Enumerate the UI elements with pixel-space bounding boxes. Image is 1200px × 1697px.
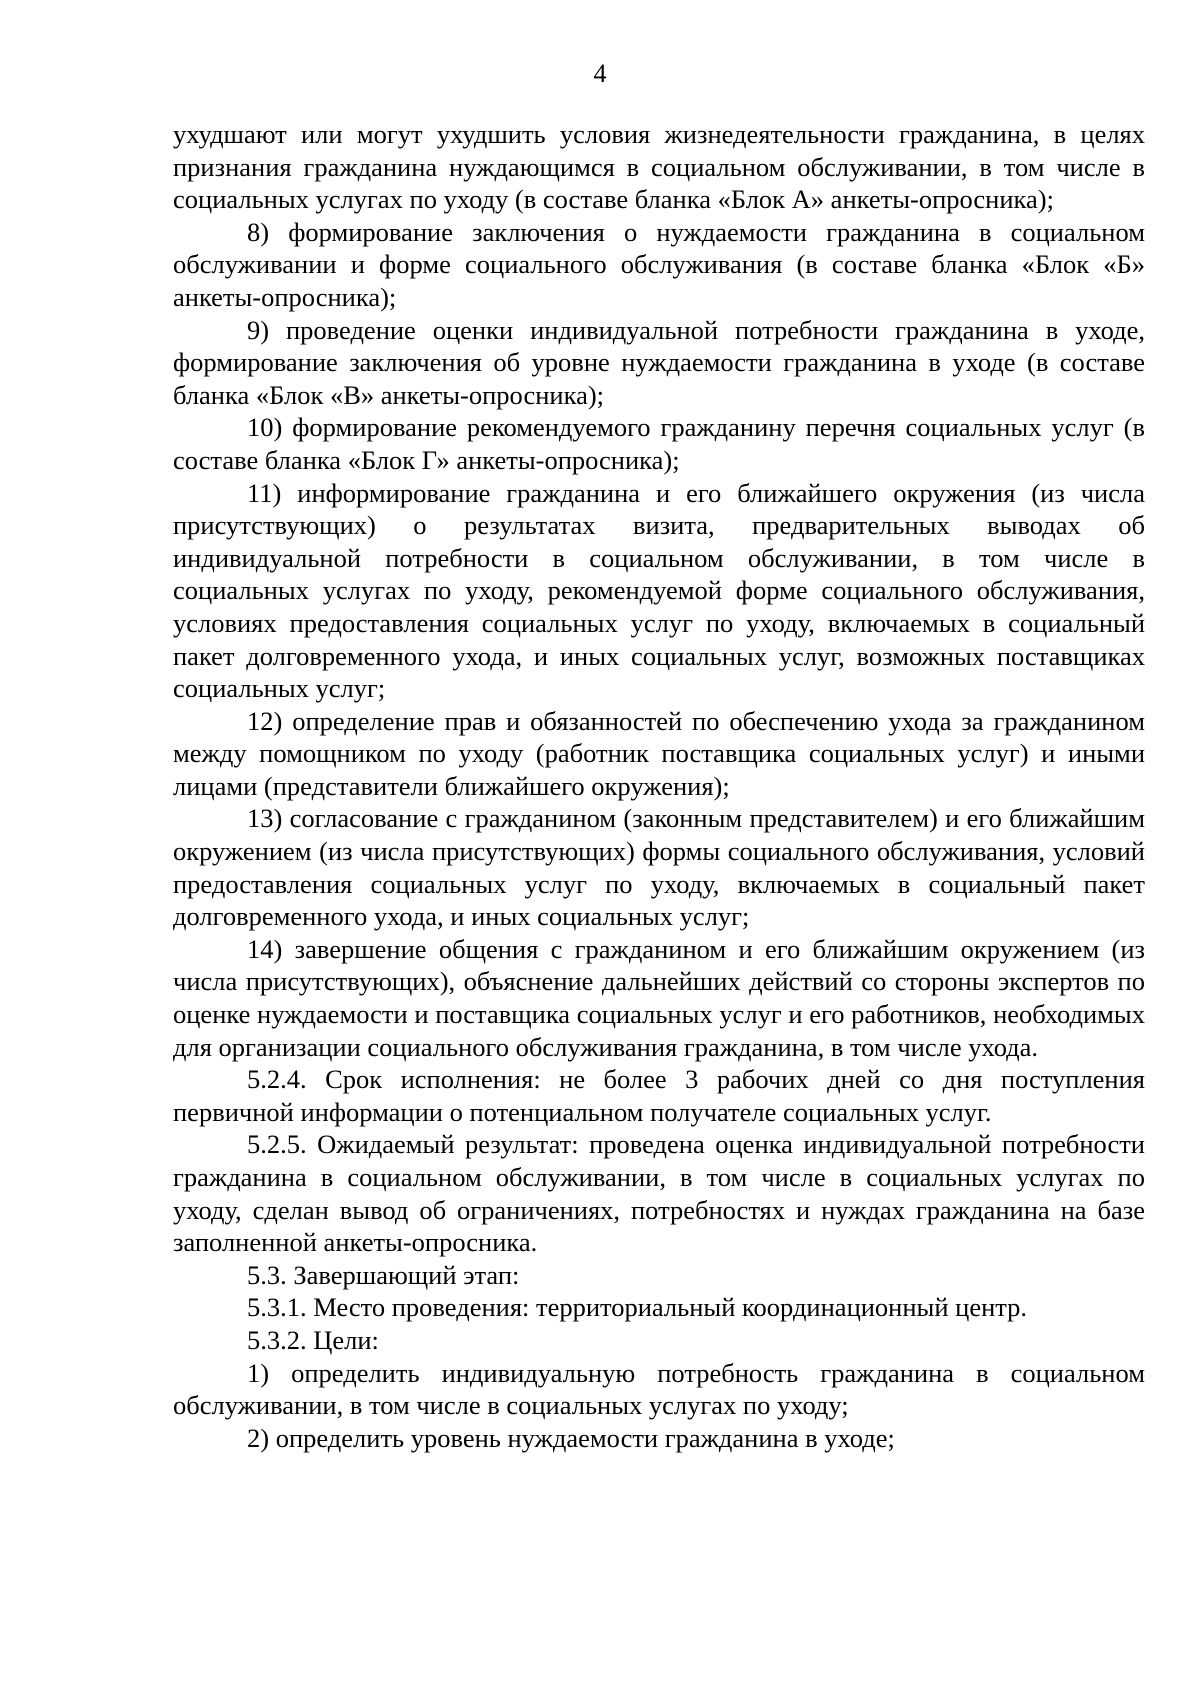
section-5-2-4: 5.2.4. Срок исполнения: не более 3 рабочих дней со дня поступления первичной информации о потенциальном получателе социальных услуг.	[173, 1064, 1145, 1127]
section-5-2-5: 5.2.5. Ожидаемый результат: проведена оценка индивидуальной потребности гражданина в социальном обслуживании, в том числе в социальных услугах по уходу, сделан вывод об ограничениях, потребностях и нуждах гражданина на базе заполненной анкеты-опросника.	[173, 1129, 1145, 1258]
list-item-10: 10) формирование рекомендуемого гражданину перечня социальных услуг (в составе бланка «Блок Г» анкеты-опросника);	[173, 412, 1145, 475]
page-number: 4	[593, 59, 607, 88]
list-item-14: 14) завершение общения с гражданином и его ближайшим окружением (из числа присутствующих), объяснение дальнейших действий со стороны экспертов по оценке нуждаемости и поставщика социальных услуг и его работников, необходимых для организации социального обслуживания гражданина, в том числе ухода.	[173, 933, 1145, 1062]
section-5-3-2: 5.3.2. Цели:	[247, 1324, 379, 1355]
document-body	[173, 118, 1145, 1454]
goal-item-1: 1) определить индивидуальную потребность гражданина в социальном обслуживании, в том числе в социальных услугах по уходу;	[173, 1357, 1145, 1421]
section-5-3-heading: 5.3. Завершающий этап:	[247, 1259, 520, 1290]
list-item-13: 13) согласование с гражданином (законным представителем) и его ближайшим окружением (из числа присутствующих) формы социального обслуживания, условий предоставления социальных услуг по уходу, включаемых в социальный пакет долговременного ухода, и иных социальных услуг;	[173, 803, 1145, 932]
list-item-12: 12) определение прав и обязанностей по обеспечению ухода за гражданином между помощником по уходу (работник поставщика социальных услуг) и иными лицами (представители ближайшего окружения);	[173, 705, 1145, 801]
section-5-3-1: 5.3.1. Место проведения: территориальный координационный центр.	[247, 1292, 1028, 1323]
paragraph-continuation: ухудшают или могут ухудшить условия жизнедеятельности гражданина, в целях признания гражданина нуждающимся в социальном обслуживании, в том числе в социальных услугах по уходу (в составе бланка «Блок А» анкеты-опросника);	[173, 119, 1145, 215]
goal-item-2: 2) определить уровень нуждаемости гражданина в уходе;	[247, 1422, 895, 1453]
list-item-8: 8) формирование заключения о нуждаемости гражданина в социальном обслуживании и форме социального обслуживания (в составе бланка «Блок «Б» анкеты-опросника);	[173, 216, 1145, 312]
list-item-11: 11) информирование гражданина и его ближайшего окружения (из числа присутствующих) о результатах визита, предварительных выводах об индивидуальной потребности в социальном обслуживании, в том числе в социальных услугах по уходу, рекомендуемой форме социального обслуживания, условиях предоставления социальных услуг по уходу, включаемых в социальный пакет долговременного ухода, и иных социальных услуг, возможных поставщиках социальных услуг;	[173, 477, 1145, 704]
list-item-9: 9) проведение оценки индивидуальной потребности гражданина в уходе, формирование заключения об уровне нуждаемости гражданина в уходе (в составе бланка «Блок «В» анкеты-опросника);	[173, 314, 1145, 410]
